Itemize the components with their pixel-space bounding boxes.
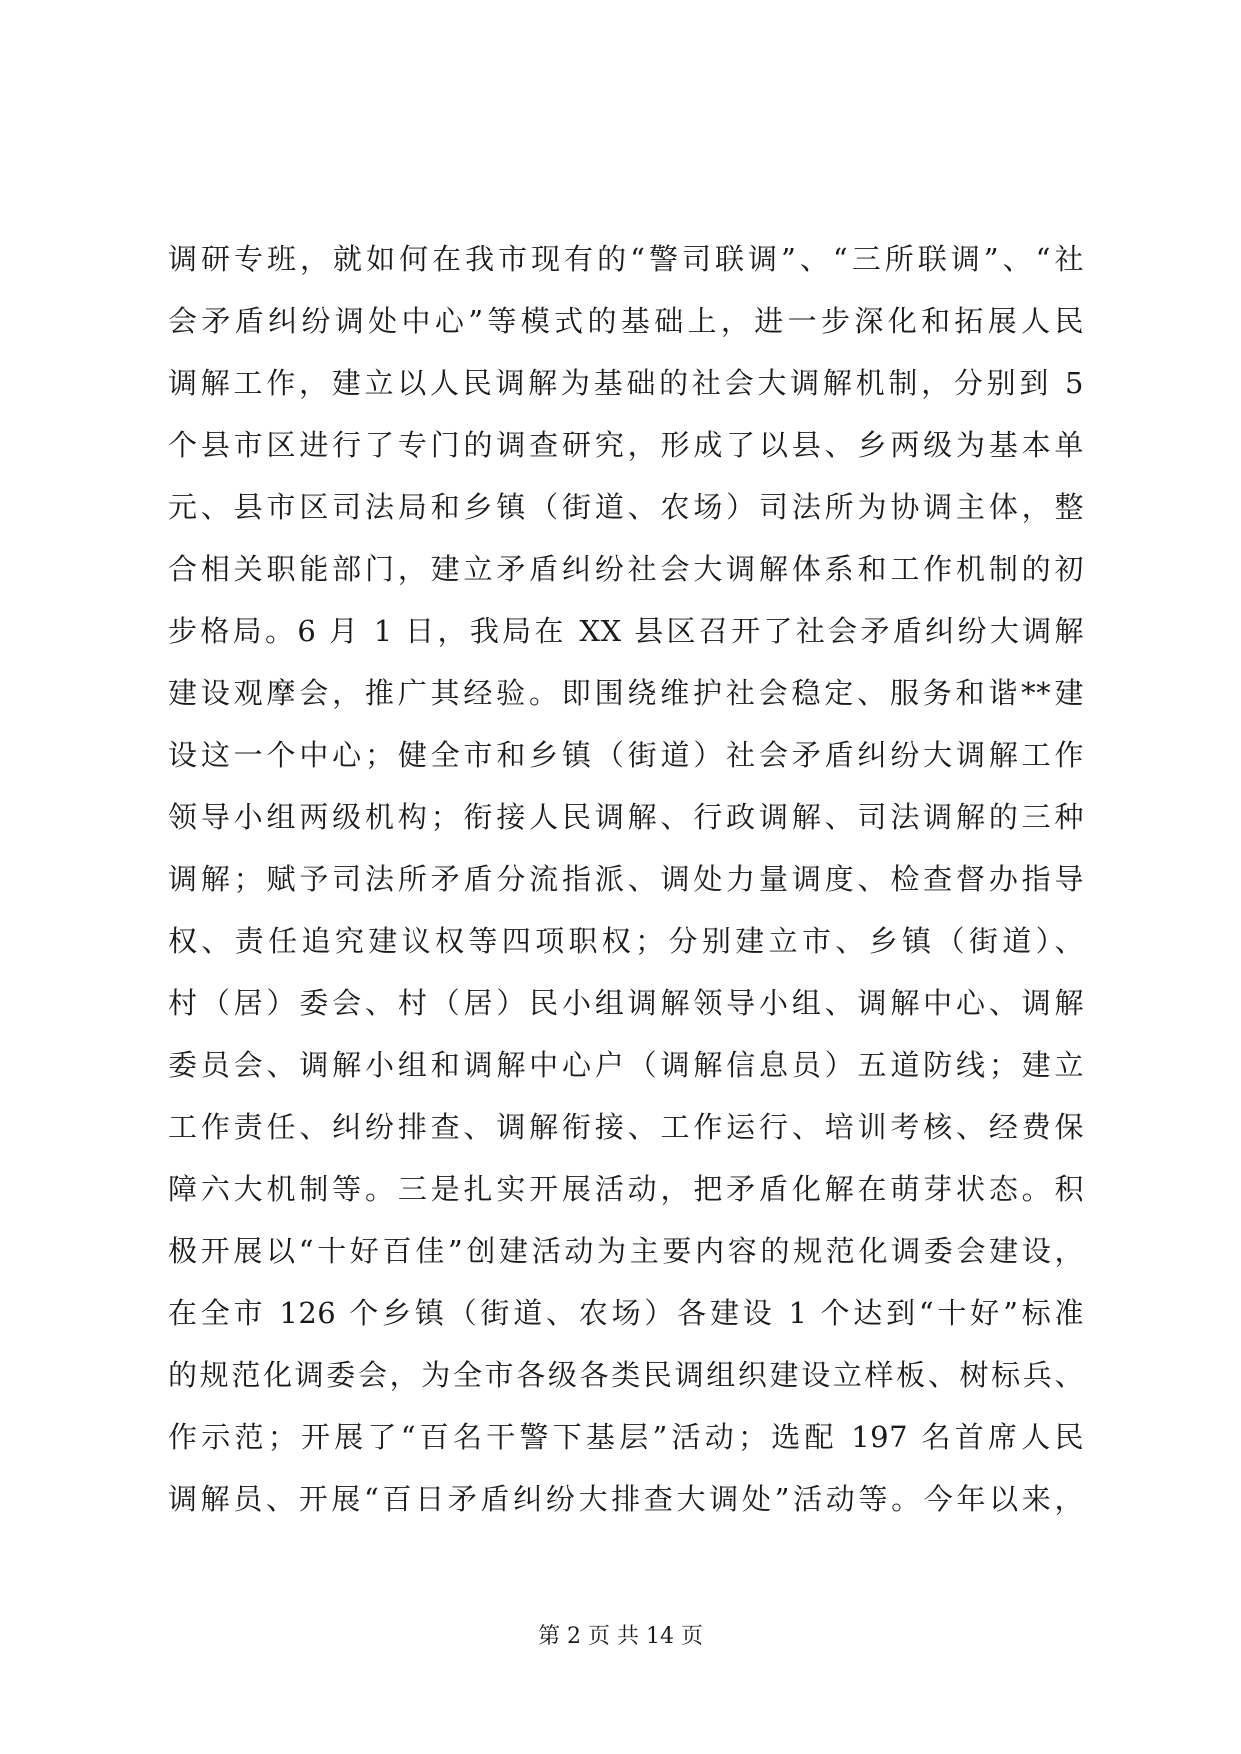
text-line: 障六大机制等。三是扎实开展活动，把矛盾化解在萌芽状态。积 [168, 1172, 1084, 1206]
text-line: 元、县市区司法局和乡镇（街道、农场）司法所为协调主体，整 [168, 490, 1084, 524]
text-line: 村（居）委会、村（居）民小组调解领导小组、调解中心、调解 [168, 986, 1084, 1020]
text-line: 会矛盾纠纷调处中心”等模式的基础上，进一步深化和拓展人民 [168, 304, 1084, 338]
text-line: 设这一个中心；健全市和乡镇（街道）社会矛盾纠纷大调解工作 [168, 738, 1084, 772]
text-line: 领导小组两级机构；衔接人民调解、行政调解、司法调解的三种 [168, 800, 1084, 834]
text-line: 极开展以“十好百佳”创建活动为主要内容的规范化调委会建设， [168, 1234, 1084, 1268]
text-line: 作示范；开展了“百名干警下基层”活动；选配 197 名首席人民 [168, 1420, 1084, 1454]
text-line: 权、责任追究建议权等四项职权；分别建立市、乡镇（街道）、 [168, 924, 1084, 958]
text-line: 合相关职能部门，建立矛盾纠纷社会大调解体系和工作机制的初 [168, 552, 1084, 586]
text-line: 委员会、调解小组和调解中心户（调解信息员）五道防线；建立 [168, 1048, 1084, 1082]
page-number-footer: 第 2 页 共 14 页 [538, 1624, 703, 1649]
body-text [168, 228, 1084, 1530]
text-line: 调解工作，建立以人民调解为基础的社会大调解机制，分别到 5 [168, 366, 1084, 400]
text-line: 建设观摩会，推广其经验。即围绕维护社会稳定、服务和谐**建 [168, 676, 1084, 710]
text-line: 个县市区进行了专门的调查研究，形成了以县、乡两级为基本单 [168, 428, 1084, 462]
text-line: 工作责任、纠纷排查、调解衔接、工作运行、培训考核、经费保 [168, 1110, 1084, 1144]
text-line: 步格局。6 月 1 日，我局在 XX 县区召开了社会矛盾纠纷大调解 [168, 614, 1084, 648]
text-line: 调研专班，就如何在我市现有的“警司联调”、“三所联调”、“社 [168, 242, 1084, 276]
text-line: 调解员、开展“百日矛盾纠纷大排查大调处”活动等。今年以来， [168, 1482, 1084, 1516]
text-line: 调解；赋予司法所矛盾分流指派、调处力量调度、检查督办指导 [168, 862, 1084, 896]
text-line: 在全市 126 个乡镇（街道、农场）各建设 1 个达到“十好”标准 [168, 1296, 1084, 1330]
text-line: 的规范化调委会，为全市各级各类民调组织建设立样板、树标兵、 [168, 1358, 1084, 1392]
